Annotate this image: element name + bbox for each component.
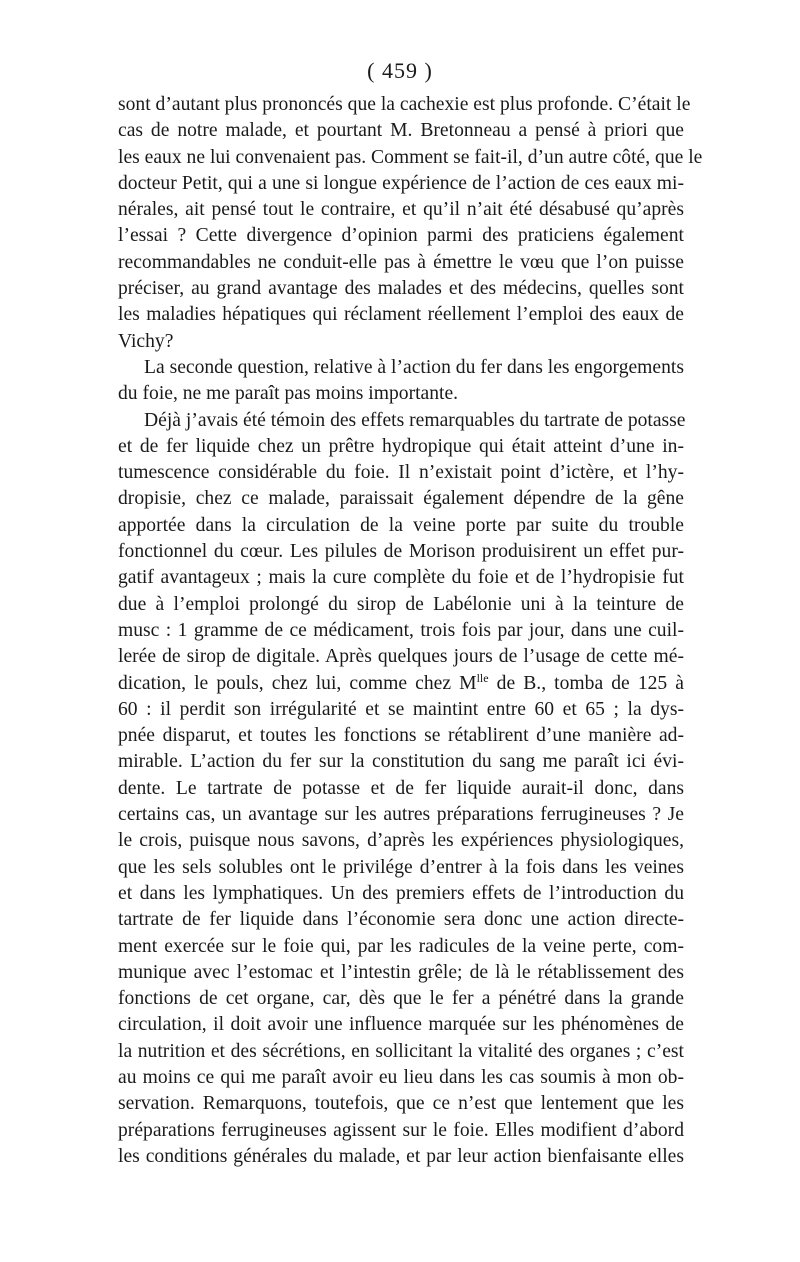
- text-line: musc : 1 gramme de ce médicament, trois fois par jour, dans une cuil-: [118, 619, 684, 641]
- text-line: fonctionnel du cœur. Les pilules de Morison produisirent un effet pur-: [118, 541, 684, 563]
- text-line: cas de notre malade, et pourtant M. Bretonneau a pensé à priori que: [118, 120, 684, 142]
- text-line: sont d’autant plus prononcés que la cachexie est plus profonde. C’était le: [118, 94, 691, 115]
- text-line: lerée de sirop de digitale. Après quelques jours de l’usage de cette mé-: [118, 646, 684, 668]
- text-line: au moins ce qui me paraît avoir eu lieu dans les cas soumis à mon ob-: [118, 1066, 684, 1088]
- text-line: et de fer liquide chez un prêtre hydropique qui était atteint d’une in-: [118, 435, 684, 457]
- text-line: Déjà j’avais été témoin des effets remarquables du tartrate de potasse: [144, 409, 686, 431]
- text-line: préciser, au grand avantage des malades et des médecins, quelles sont: [118, 278, 684, 300]
- text-segment: dication, le pouls, chez lui, comme chez M: [118, 672, 477, 694]
- text-line: La seconde question, relative à l’action du fer dans les engorgements: [144, 356, 684, 378]
- text-line: 60 : il perdit son irrégularité et se maintint entre 60 et 65 ; la dys-: [118, 698, 684, 720]
- text-line: les conditions générales du malade, et par leur action bienfaisante elles: [118, 1145, 684, 1167]
- text-line: circulation, il doit avoir une influence marquée sur les phénomènes de: [118, 1014, 684, 1036]
- text-line: recommandables ne conduit-elle pas à émettre le vœu que l’on puisse: [118, 251, 684, 273]
- text-line: docteur Petit, qui a une si longue expérience de l’action de ces eaux mi-: [118, 172, 684, 194]
- text-line: servation. Remarquons, toutefois, que ce n’est que lentement que les: [118, 1093, 684, 1115]
- text-line: munique avec l’estomac et l’intestin grêle; de là le rétablissement des: [118, 961, 684, 983]
- text-line: les eaux ne lui convenaient pas. Comment se fait-il, d’un autre côté, que le: [118, 146, 703, 168]
- text-line: gatif avantageux ; mais la cure complète du foie et de l’hydropisie fut: [118, 567, 684, 589]
- superscript: lle: [476, 670, 489, 685]
- text-line: et dans les lymphatiques. Un des premiers effets de l’introduction du: [118, 882, 684, 904]
- page-number: ( 459 ): [367, 58, 433, 83]
- text-line: dente. Le tartrate de potasse et de fer liquide aurait-il donc, dans: [118, 777, 684, 799]
- text-line: certains cas, un avantage sur les autres préparations ferrugineuses ? Je: [118, 804, 684, 826]
- text-line: préparations ferrugineuses agissent sur le foie. Elles modifient d’abord: [118, 1119, 684, 1141]
- text-line: apportée dans la circulation de la veine porte par suite du trouble: [118, 514, 684, 536]
- text-line: dropisie, chez ce malade, paraissait également dépendre de la gêne: [118, 488, 684, 510]
- text-line: mirable. L’action du fer sur la constitution du sang me paraît ici évi-: [118, 751, 684, 773]
- text-line: [118, 671, 684, 697]
- text-line: que les sels solubles ont le privilége d’entrer à la fois dans les veines: [118, 856, 684, 878]
- text-line: fonctions de cet organe, car, dès que le fer a pénétré dans la grande: [118, 988, 684, 1010]
- text-line: tumescence considérable du foie. Il n’existait point d’ictère, et l’hy-: [118, 462, 684, 484]
- text-line: ment exercée sur le foie qui, par les radicules de la veine perte, com-: [118, 935, 684, 957]
- text-line: Vichy?: [118, 330, 174, 352]
- text-line: tartrate de fer liquide dans l’économie sera donc une action directe-: [118, 909, 684, 931]
- text-line: les maladies hépatiques qui réclament réellement l’emploi des eaux de: [118, 304, 684, 326]
- text-line: nérales, ait pensé tout le contraire, et qu’il n’ait été désabusé qu’après: [118, 199, 684, 221]
- text-line: du foie, ne me paraît pas moins importante.: [118, 383, 459, 405]
- text-segment: de B., tomba de 125 à: [488, 672, 684, 694]
- text-line: la nutrition et des sécrétions, en sollicitant la vitalité des organes ; c’est: [118, 1040, 684, 1062]
- body-text: [118, 92, 703, 1170]
- text-line: due à l’emploi prolongé du sirop de Labélonie uni à la teinture de: [118, 593, 684, 615]
- text-line: pnée disparut, et toutes les fonctions se rétablirent d’une manière ad-: [118, 725, 684, 747]
- text-line: le crois, puisque nous savons, d’après les expériences physiologiques,: [118, 830, 684, 852]
- text-line: l’essai ? Cette divergence d’opinion parmi des praticiens également: [118, 225, 684, 247]
